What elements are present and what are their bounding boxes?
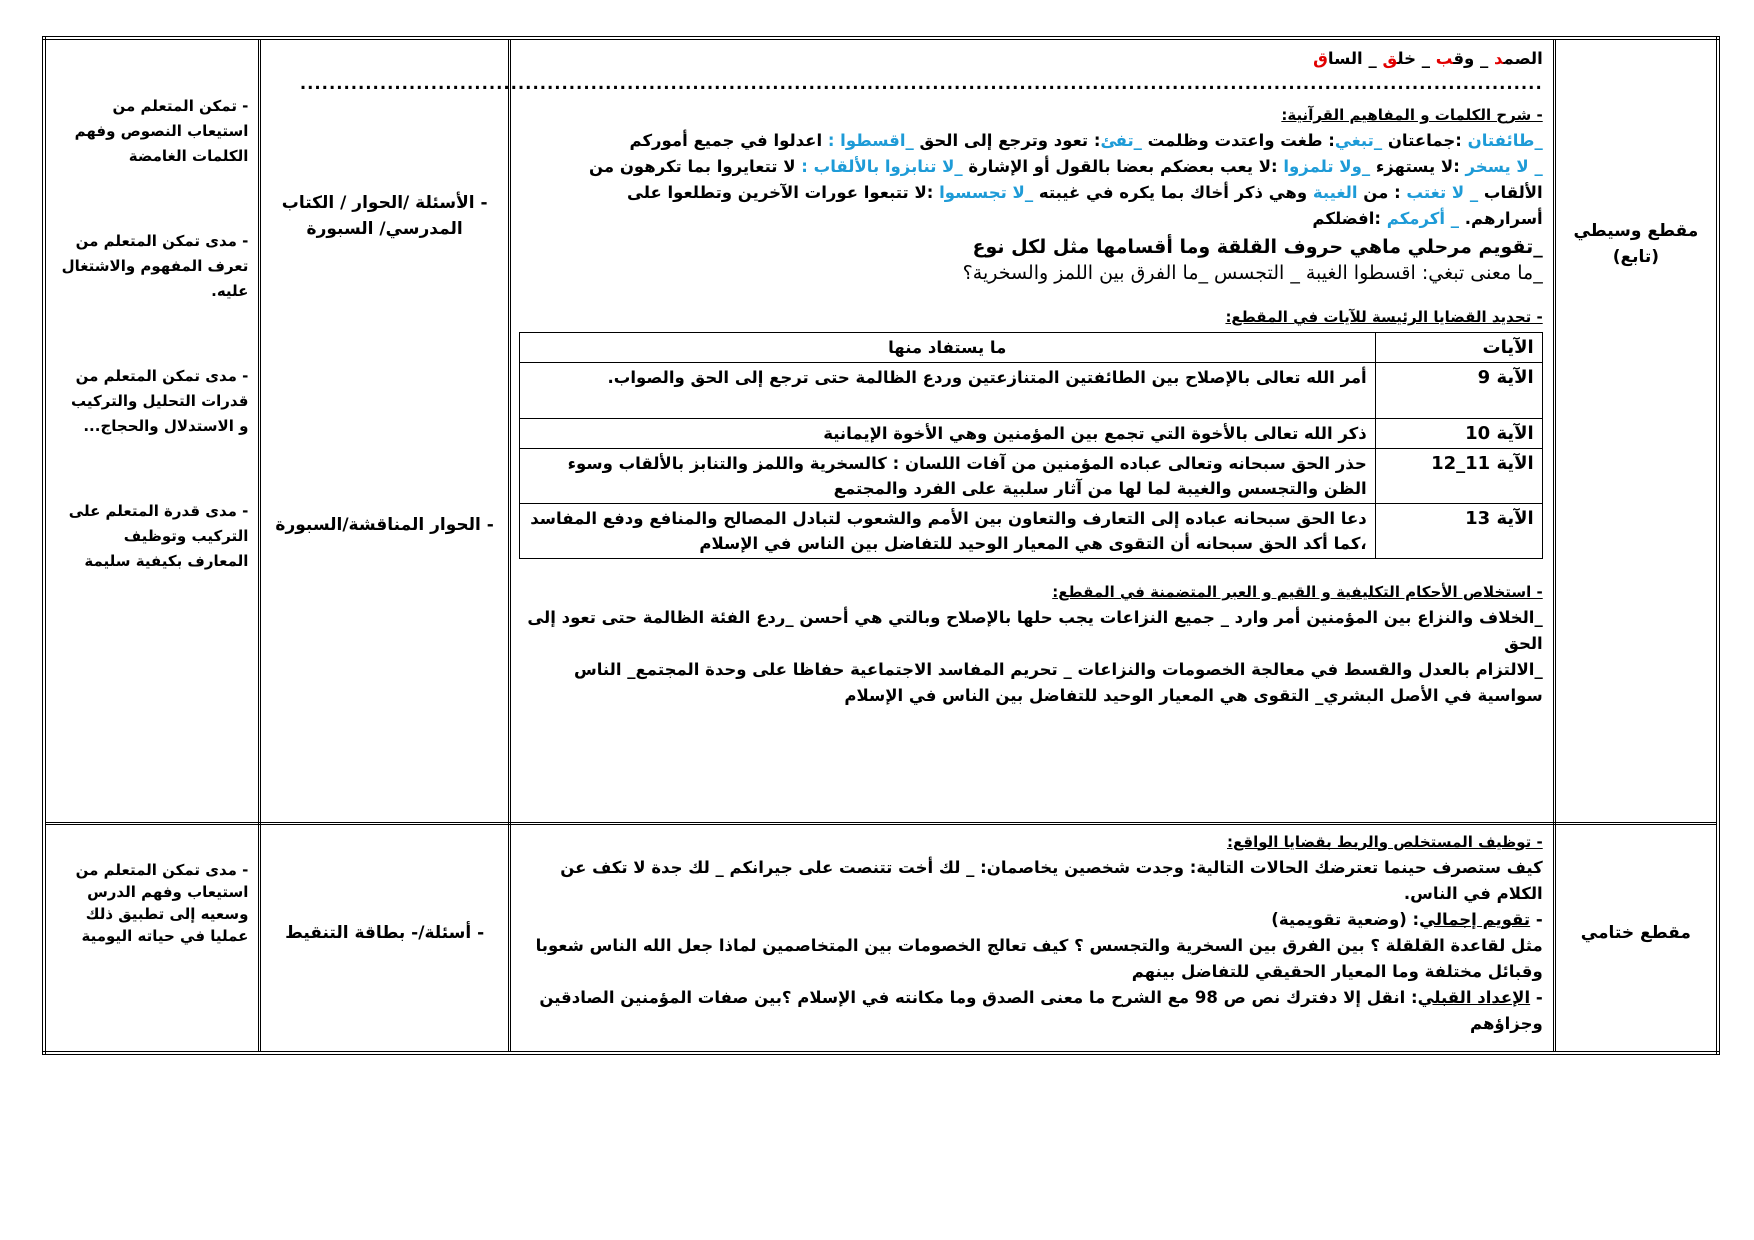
rulings-paragraph-1: _الخلاف والنزاع بين المؤمنين أمر وارد _ جميع النزاعات يجب حلها بالإصلاح وبالتي هي أحسن _ردع الفئة الظالمة حتى تعود إلى الحق [527, 608, 1543, 653]
stage-subtitle: (تابع) [1612, 247, 1660, 267]
issues-title: - تحديد القضايا الرئيسة للآيات في المقطع: [1225, 308, 1543, 326]
dotted-line: ........................................................................................................................................................................... [299, 74, 1543, 93]
means-2: - الحوار المناقشة/السبورة [275, 515, 494, 535]
rulings-title: - استخلاص الأحكام التكليفية و القيم و العبر المتضمنة في المقطع: [1052, 583, 1543, 601]
header-word-4: الساق [1313, 49, 1363, 68]
table-row: الآية 10 ذكر الله تعالى بالأخوة التي تجمع بين المؤمنين وهي الأخوة الإيمانية [519, 419, 1542, 449]
lesson-plan-table [42, 36, 1720, 1055]
apply-title: - توظيف المستخلص والربط بقضايا الواقع: [1227, 832, 1543, 851]
evaluation-cell [44, 823, 260, 1053]
header-benefit: ما يستفاد منها [519, 333, 1375, 363]
stage-title: مقطع ختامي [1580, 922, 1691, 943]
vocab-title: - شرح الكلمات و المفاهيم القرآنية: [1281, 106, 1543, 124]
stage-cell [1554, 38, 1718, 823]
summative-text: مثل لقاعدة القلقلة ؟ بين الفرق بين السخرية والتجسس ؟ كيف تعالج الخصومات بين المتخاصمين لماذا جعل الله الناس شعوبا وقبائل مختلفة وما المعيار الحقيقي للتفاضل بينهم [535, 935, 1543, 981]
header-word-3: خلق [1382, 49, 1416, 68]
ayat-table [519, 332, 1543, 559]
means-cell [260, 823, 509, 1053]
means-closing: - أسئلة/- بطاقة التنقيط [285, 922, 485, 943]
row-closing [44, 823, 1718, 1053]
evaluation-cell [44, 38, 260, 823]
summative-line: - تقويم إجمالي: (وضعية تقويمية) [1271, 909, 1543, 929]
eval-item: - مدى تمكن المتعلم من تعرف المفهوم والاشتغال عليه. [61, 232, 249, 300]
means-cell [260, 38, 509, 823]
header-word-1: الصمد [1494, 49, 1543, 68]
vocab-line-1: _طائفتان :جماعتان _تبغي: طغت واعتدت وظلمت _تفئ: تعود وترجع إلى الحق _اقسطوا : اعدلوا في جميع أموركم [629, 131, 1543, 150]
table-row: الآية 13 دعا الحق سبحانه عباده إلى التعارف والتعاون بين الأمم والشعوب لتبادل المصالح والمنافع ودفع المفاسد ،كما أكد الحق سبحانه أن التقوى هي المعيار الوحيد للتفاضل بين الناس في الإسلام [519, 504, 1542, 559]
means-1: - الأسئلة /الحوار / الكتاب المدرسي/ السبورة [281, 193, 488, 239]
ayat-table-header [519, 333, 1542, 363]
table-row: الآية 11_12 حذر الحق سبحانه وتعالى عباده المؤمنين من آفات اللسان : كالسخرية واللمز والتنابز بالألقاب وسوء الظن والتجسس والغيبة لما لها من آثار سلبية على الفرد والمجتمع [519, 449, 1542, 504]
row-intermediate [44, 38, 1718, 823]
apply-text: كيف ستصرف حينما تعترضك الحالات التالية: وجدت شخصين يخاصمان: _ لك أخت تتنصت على جيرانكم _ لك جدة لا تكف عن الكلام في الناس. [560, 857, 1543, 903]
header-word-2: وقب [1435, 49, 1475, 68]
content-cell [509, 823, 1554, 1053]
stage-title: مقطع وسيطي [1573, 221, 1699, 241]
eval-closing: - مدى تمكن المتعلم من استيعاب وفهم الدرس وسعيه إلى تطبيق ذلك عمليا في حياته اليومية [75, 860, 249, 945]
rulings-paragraph-2: _الالتزام بالعدل والقسط في معالجة الخصومات والنزاعات _ تحريم المفاسد الاجتماعية حفاظا على وحدة المجتمع_ الناس سواسية في الأصل البشري_ التقوى هي المعيار الوحيد للتفاضل بين الناس في الإسلام [573, 660, 1543, 705]
eval-item: - تمكن المتعلم من استيعاب النصوص وفهم الكلمات الغامضة [74, 97, 249, 165]
meaning-question: _ما معنى تبغي: اقسطوا الغيبة _ التجسس _ما الفرق بين اللمز والسخرية؟ [962, 262, 1543, 284]
table-row: الآية 9 أمر الله تعالى بالإصلاح بين الطائفتين المتنازعتين وردع الظالمة حتى ترجع إلى الحق والصواب. [519, 363, 1542, 419]
eval-item: - مدى قدرة المتعلم على التركيب وتوظيف المعارف بكيفية سليمة [68, 502, 249, 570]
vocab-line-3: الألقاب _ لا تغتب : من الغيبة وهي ذكر أخاك بما يكره في غيبته _لا تجسسوا :لا تتبعوا عورات الآخرين وتطلعوا على [627, 183, 1543, 202]
header-words: الصمد _ وقب _ خلق _ الساق [1313, 49, 1543, 68]
eval-item: - مدى تمكن المتعلم من قدرات التحليل والتركيب و الاستدلال والحجاج... [71, 367, 249, 435]
vocab-line-4: أسرارهم. _ أكرمكم :افضلكم [1312, 209, 1543, 228]
formative-question: _تقويم مرحلي ماهي حروف القلقة وما أقسامها مثل لكل نوع [972, 236, 1543, 258]
stage-cell [1554, 823, 1718, 1053]
prep-line: - الإعداد القبلي: انقل إلا دفترك نص ص 98 مع الشرح ما معنى الصدق وما مكانته في الإسلام ؟بين صفات المؤمنين الصادقين وجزاؤهم [539, 987, 1543, 1033]
header-ayat: الآيات [1375, 333, 1542, 363]
vocab-line-2: _ لا يسخر :لا يستهزء _ولا تلمزوا :لا يعب بعضكم بعضا بالقول أو الإشارة _لا تنابزوا بالألقاب : لا تتعايروا بما تكرهون من [589, 157, 1543, 176]
lesson-page [42, 36, 1720, 1055]
